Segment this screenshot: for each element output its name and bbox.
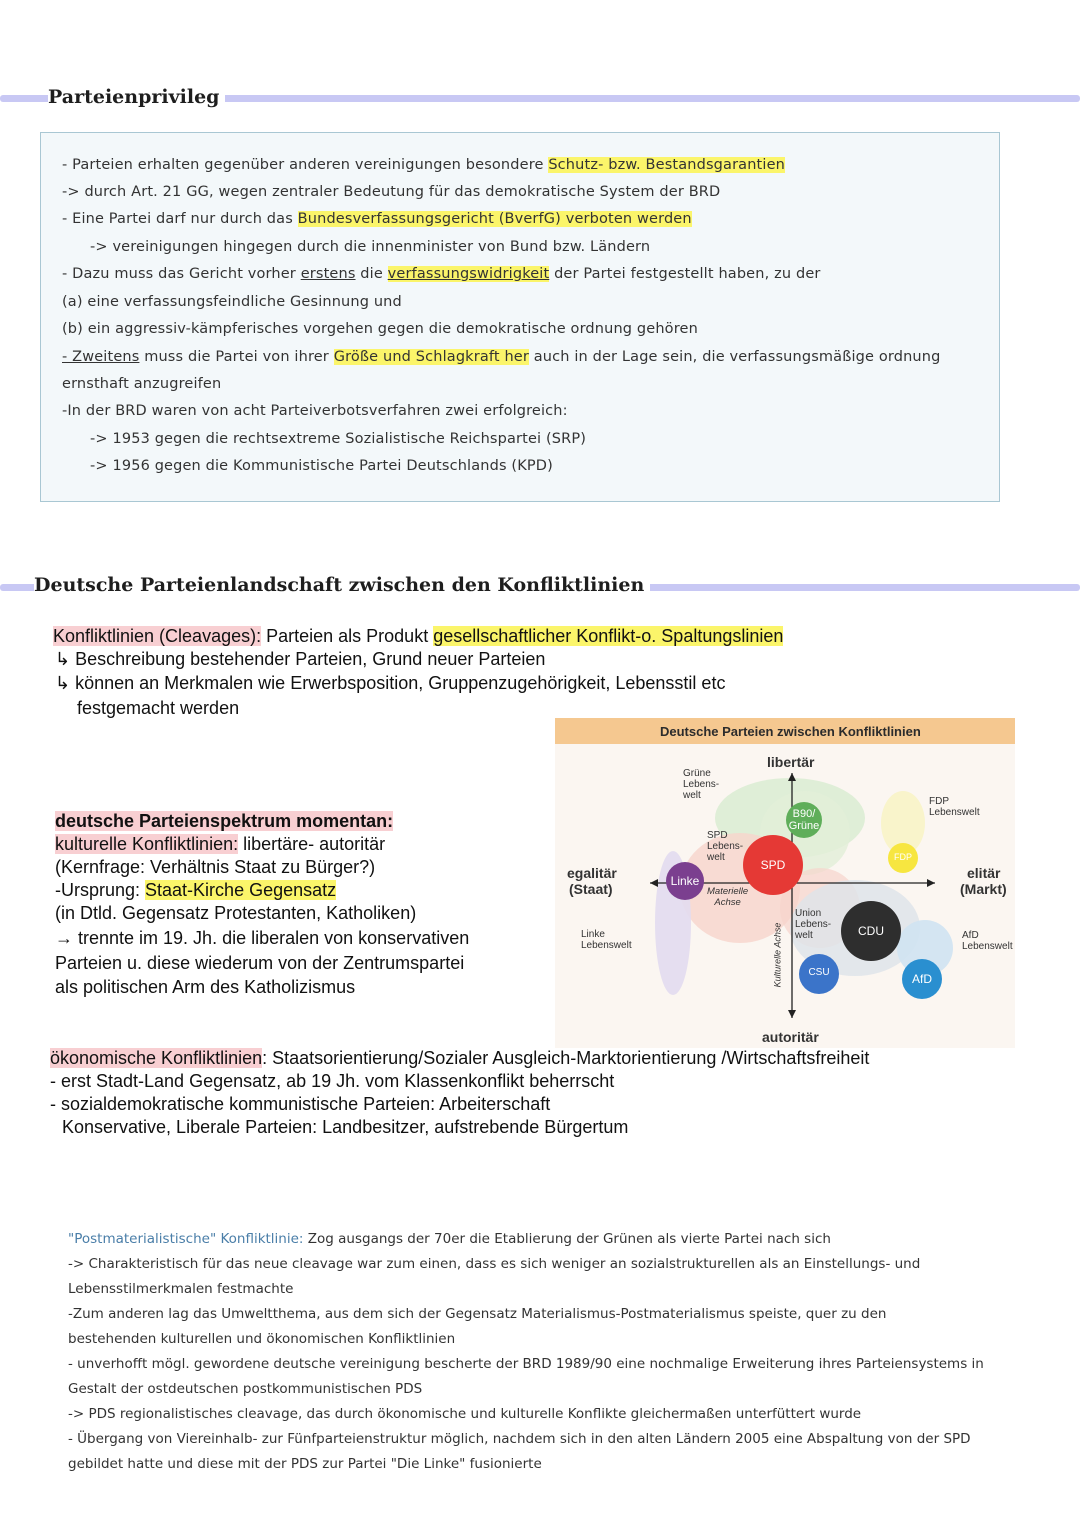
cleavage-definition: Konfliktlinien (Cleavages): Parteien als Produkt gesellschaftlicher Konflikt-o. Spaltungslinien	[53, 626, 784, 646]
box-line-12: -> 1956 gegen die Kommunistische Partei Deutschlands (KPD)	[90, 458, 553, 474]
axis-label-egalitaer: egalitär	[567, 865, 617, 881]
kulturelle-achse-label: Kulturelle Achse	[772, 922, 783, 988]
postmat-line-7: -> PDS regionalistisches cleavage, das durch ökonomische und kulturelle Konflikte gleichermaßen unterfüttert wurde	[68, 1406, 862, 1422]
spd-lebenswelt-label: SPD Lebens- welt	[707, 830, 744, 863]
axis-label-staat: (Staat)	[569, 881, 613, 897]
axis-arrow-down-icon	[788, 1010, 796, 1018]
cleavage-sub-3: festgemacht werden	[77, 698, 240, 718]
box-line-2: -> durch Art. 21 GG, wegen zentraler Bedeutung für das demokratische System der BRD	[62, 184, 721, 200]
box-line-8: - Zweitens muss die Partei von ihrer Größe und Schlagkraft her auch in der Lage sein, die verfassungsmäßige ordnung	[62, 349, 941, 365]
spectrum-line-5: Parteien u. diese wiederum von der Zentrumspartei	[55, 953, 465, 973]
postmat-line-5: - unverhofft mögl. gewordene deutsche vereinigung bescherte der BRD 1989/90 eine nochmalige Erweiterung ihres Parteiensystems in	[68, 1356, 984, 1372]
afd-label: AfD	[911, 972, 932, 986]
section2-title: Deutsche Parteienlandschaft zwischen den Konfliktlinien	[34, 574, 650, 596]
diagram-title: Deutsche Parteien zwischen Konfliktlinien	[660, 724, 921, 739]
spectrum-line-2: -Ursprung: Staat-Kirche Gegensatz	[55, 880, 337, 900]
spectrum-line-3: (in Dtld. Gegensatz Protestanten, Katholiken)	[55, 903, 417, 923]
box-line-11: -> 1953 gegen die rechtsextreme Sozialistische Reichspartei (SRP)	[90, 431, 587, 447]
oekonomische-line: ökonomische Konfliktlinien: Staatsorientierung/Sozialer Ausgleich-Marktorientierung /Wirtschaftsfreiheit	[50, 1048, 870, 1068]
cdu-label: CDU	[858, 924, 884, 938]
cleavage-sub-2: ↳ können an Merkmalen wie Erwerbsposition, Gruppenzugehörigkeit, Lebensstil etc	[55, 673, 726, 693]
box-line-1: - Parteien erhalten gegenüber anderen vereinigungen besondere Schutz- bzw. Bestandsgarantien	[62, 157, 785, 173]
oeko-line-1: - erst Stadt-Land Gegensatz, ab 19 Jh. vom Klassenkonflikt beherrscht	[50, 1071, 615, 1091]
axis-arrow-left-icon	[650, 879, 658, 887]
kulturelle-line: kulturelle Konfliktlinien: libertäre- autoritär	[55, 834, 386, 854]
postmat-line-0: "Postmaterialistische" Konfliktlinie: Zog ausgangs der 70er die Etablierung der Grünen als vierte Partei nach sich	[68, 1231, 831, 1247]
postmat-line-8: - Übergang von Viereinhalb- zur Fünfparteienstruktur möglich, nachdem sich in den alten Ländern 2005 eine Abspaltung von der SPD	[68, 1431, 971, 1447]
spectrum-line-4: → trennte im 19. Jh. die liberalen von konservativen	[55, 928, 470, 948]
postmat-line-3: -Zum anderen lag das Umweltthema, aus dem sich der Gegensatz Materialismus-Postmaterialismus speiste, quer zu den	[68, 1306, 887, 1322]
postmat-line-4: bestehenden kulturellen und ökonomischen Konfliktlinien	[68, 1331, 456, 1347]
linke-label: Linke	[670, 874, 700, 888]
box-line-7: (b) ein aggressiv-kämpferisches vorgehen gegen die demokratische ordnung gehören	[62, 321, 698, 337]
axis-label-markt: (Markt)	[960, 881, 1007, 897]
box-line-9: ernsthaft anzugreifen	[62, 376, 222, 392]
csu-label: CSU	[808, 967, 830, 978]
box-line-3: - Eine Partei darf nur durch das Bundesverfassungsgericht (BverfG) verboten werden	[62, 211, 692, 227]
materielle-achse-label: Materielle Achse	[707, 886, 749, 908]
spectrum-line-1: (Kernfrage: Verhältnis Staat zu Bürger?)	[55, 857, 376, 877]
postmat-line-2: Lebensstilmerkmalen festmachte	[68, 1281, 294, 1297]
spd-label: SPD	[760, 858, 786, 872]
section1-title: Parteienprivileg	[48, 86, 225, 108]
oeko-line-2: - sozialdemokratische kommunistische Parteien: Arbeiterschaft	[50, 1094, 551, 1114]
box-line-5: - Dazu muss das Gericht vorher erstens die verfassungswidrigkeit der Partei festgestellt haben, zu der	[62, 266, 821, 282]
box-line-10: -In der BRD waren von acht Parteiverbotsverfahren zwei erfolgreich:	[62, 403, 568, 419]
fdp-lebenswelt-label: FDP Lebenswelt	[929, 796, 980, 818]
oeko-line-3: Konservative, Liberale Parteien: Landbesitzer, aufstrebende Bürgertum	[62, 1117, 629, 1137]
postmat-line-1: -> Charakteristisch für das neue cleavage war zum einen, dass es sich weniger an sozialstrukturellen als an Einstellungs- und	[68, 1256, 921, 1272]
cleavage-sub-1: ↳ Beschreibung bestehender Parteien, Grund neuer Parteien	[55, 649, 546, 669]
axis-label-autoritaer: autoritär	[762, 1029, 819, 1045]
axis-arrow-up-icon	[788, 773, 796, 781]
postmat-line-6: Gestalt der ostdeutschen postkommunistischen PDS	[68, 1381, 423, 1397]
union-lebenswelt-label: Union Lebens- welt	[795, 908, 832, 941]
postmat-line-9: gebildet hatte und diese mit der PDS zur Partei "Die Linke" fusionierte	[68, 1456, 542, 1472]
axis-label-elitaer: elitär	[967, 865, 1001, 881]
afd-lebenswelt-label: AfD Lebenswelt	[962, 930, 1013, 952]
box-line-6: (a) eine verfassungsfeindliche Gesinnung und	[62, 294, 402, 310]
axis-label-libertaer: libertär	[767, 754, 815, 770]
gruene-lebenswelt-label: Grüne Lebens- welt	[683, 768, 720, 801]
b90-gruene-label: B90/ Grüne	[788, 808, 820, 832]
spectrum-line-6: als politischen Arm des Katholizismus	[55, 977, 356, 997]
conflict-lines-diagram	[555, 718, 1015, 1048]
linke-lebenswelt-label: Linke Lebenswelt	[581, 929, 632, 951]
axis-arrow-right-icon	[927, 879, 935, 887]
fdp-label: FDP	[894, 852, 912, 862]
box-line-4: -> vereinigungen hingegen durch die innenminister von Bund bzw. Ländern	[90, 239, 651, 255]
spectrum-heading: deutsche Parteienspektrum momentan:	[55, 811, 394, 831]
